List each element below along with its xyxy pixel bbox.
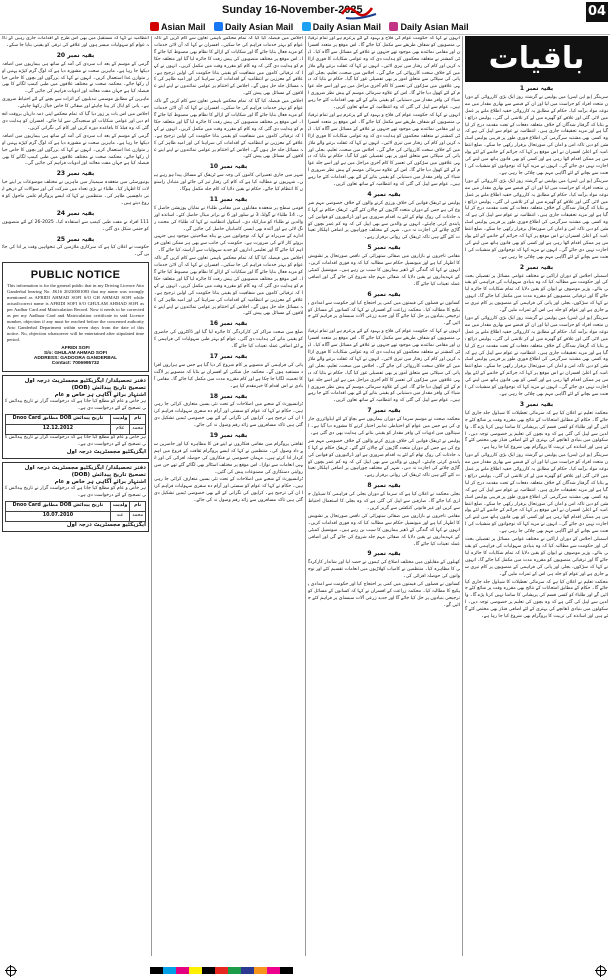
newspaper-logo <box>338 0 380 22</box>
youtube-icon <box>150 22 159 31</box>
paragraph: اجلاس میں فیصلہ کیا گیا کہ تمام محکمے باہمی تعاون سے کام کریں گے تاکہ عوام کو بہتر خدمات فراہم کی جا سکیں۔ افسران نے کہا کہ آن لائن خدمات کو مزید فعال بنایا جائے گا اور شکایات کے ازالے کا نظام بھی مضبوط کیا جائے گا۔ اس موقع پر مختلف منصوبوں کی پیش رفت کا جائزہ لیا گیا اور متعلقہ حکام کو ہدایت دی گئی کہ وہ کام کو مقررہ وقت میں مکمل کریں۔ انہوں نے کہا کہ ترقیاتی کاموں میں شفافیت کو یقینی بنانا حکومت کی اولین ترجیح ہے۔ علاقے کے معززین نے انتظامیہ کے اقدامات کی سراہنا کی اور امید ظاہر کی کہ مسائل جلد حل ہوں گے۔ اجلاس کے اختتام پر عوامی نمائندوں نے اپنے اپنے علاقوں کے مسائل بھی پیش کئے۔ <box>154 99 303 160</box>
paragraph: انہوں نے کہا کہ حکومت عوام کی فلاح و بہبود کے لئے پرعزم ہے اور تمام ترقیاتی منصوبوں کو شفاف طریقے سے مکمل کیا جائے گا۔ اس موقع پر متعدد افسران اور مقامی نمائندے بھی موجود تھے جنہوں نے علاقے کے مسائل سے آگاہ کیا۔ ڈپٹی کمشنر نے متعلقہ محکموں کو ہدایت دی کہ وہ عوامی شکایات کا فوری ازالہ کریں اور کام کی رفتار میں تیزی لائیں۔ انہوں نے کہا کہ غفلت برتنے والے ملازمین کے خلاف سخت کارروائی کی جائے گی۔ اجلاس میں صحت، تعلیم، بجلی اور پانی کی سپلائی سے متعلق امور پر بھی تفصیلی غور کیا گیا۔ حکام نے بتایا کہ دیہی علاقوں میں سڑکوں کی تعمیر کا کام آخری مراحل میں ہے اور اسے جلد عوام کے لئے کھول دیا جائے گا۔ اس کے علاوہ سرمائی موسم کے پیش نظر ضروری اشیاء کی وافر مقدار میں دستیابی کو یقینی بنانے کے لئے بھی اقدامات کئے جا رہے ہیں۔ عوام سے اپیل کی گئی کہ وہ انتظامیہ کے ساتھ تعاون کریں۔ <box>308 329 460 404</box>
ad-header: دفتر تحصیلدار/ ایگزیکٹیو مجسٹریٹ درجہ اول <box>24 465 146 472</box>
paragraph: گرمی کے موسم کے بعد اب سردی کی آمد کے ساتھ ہی بیماریوں میں اضافہ دیکھا جا رہا ہے۔ ماہرین صحت نے مشورہ دیا ہے کہ لوگ گرم کپڑے پہنیں اور متوازن غذا استعمال کریں۔ انہوں نے کہا کہ بزرگوں اور بچوں کا خاص خیال رکھا جائے۔ محکمہ صحت نے مختلف علاقوں میں طبی کیمپ لگانے کا بھی فیصلہ کیا ہے جہاں مفت معائنہ اور ادویات فراہم کی جائیں گی۔ <box>2 133 149 167</box>
instagram-icon <box>389 22 398 31</box>
color-swatch <box>150 967 163 974</box>
continuation-heading: بقیہ نمبر 5 <box>367 244 401 252</box>
continuation-heading: بقیہ نمبر 7 <box>367 407 401 415</box>
ad-header: دفتر تحصیلدار/ ایگزیکٹیو مجسٹریٹ درجہ اول <box>24 378 146 385</box>
social-links <box>150 22 475 32</box>
table-header: نام <box>130 501 146 511</box>
social-label: Daily Asian Mail <box>312 22 381 32</box>
table-cell: غلام <box>110 424 130 434</box>
paragraph: محکمہ صحت نے موسم سرما کے دوران بیماریوں سے بچاؤ کے لئے ایڈوائزری جاری کی ہے جس میں عوام کو احتیاطی تدابیر اختیار کرنے کا مشورہ دیا گیا ہے۔ اسپتالوں میں ادویات کی وافر مقدار کو یقینی بنانے کی ہدایت بھی دی گئی ہے۔ <box>308 417 460 436</box>
paragraph: اجلاس میں اس بات پر زور دیا گیا کہ تمام محکمے اپنی ذمہ داریاں بروقت انجام دیں اور عوامی شکایات کو سنجیدگی سے لیا جائے۔ افسران کو ہدایت دی گئی کہ وہ فیلڈ کا باقاعدہ دورہ کریں اور کام کی نگرانی کریں۔ <box>2 112 149 131</box>
facebook-icon <box>214 22 223 31</box>
paragraph: کھیلوں کے مقابلوں میں مختلف اضلاع کی ٹیموں نے حصہ لیا اور شاندار کارکردگی کا مظاہرہ کیا۔ منتظمین نے کامیاب کھلاڑیوں میں انعامات تقسیم کئے اور نوجوانوں کی حوصلہ افزائی کی۔ <box>308 560 460 580</box>
paragraph: اسمبلی اجلاس کے دوران اراکین نے مختلف عوامی مسائل پر تفصیلی بحث کی اور حکومت سے مطالبہ کیا کہ وہ بنیادی سہولیات کی فراہمی کو یقینی بنائے۔ وزیر موصوف نے ایوان کو یقین دلایا کہ تمام شکایات کا جائزہ لیا جائے گا اور ترقیاتی منصوبوں کو مقررہ مدت میں مکمل کیا جائے گا۔ انہوں نے کہا کہ سڑکوں، بجلی اور پانی کی فراہمی کے منصوبوں پر کام تیزی سے جاری ہے اور عوام کو جلد ہی اس کے ثمرات ملیں گے۔ <box>465 537 608 577</box>
column-1 <box>2 36 149 958</box>
paragraph: مقامی تاجروں نے بازاروں میں صفائی ستھرائی کی ناقص صورتحال پر تشویش کا اظہار کیا ہے اور میونسپل حکام سے مطالبہ کیا کہ وہ فوری اقدامات کریں۔ انہوں نے کہا کہ گندگی کے ڈھیر بیماریوں کا سبب بن رہے ہیں۔ میونسپل کمیٹی کے عہدیداروں نے یقین دلایا کہ صفائی مہم جلد شروع کی جائے گی اور اضافی عملہ تعینات کیا جائے گا۔ <box>308 513 460 547</box>
paragraph: محکمہ تعلیم نے اعلان کیا ہے کہ سرمائی تعطیلات کا شیڈول جلد جاری کیا جائے گا۔ حکام کے مطابق امتحانات کے نتائج بھی مقررہ وقت پر شائع کئے جائیں گے اور طلباء کو کسی قسم کی پریشانی کا سامنا نہیں کرنا پڑے گا۔ والدین سے اپیل کی گئی ہے کہ وہ بچوں کی تعلیم پر خصوصی توجہ دیں۔ اسکولوں میں بنیادی ڈھانچے کی بہتری کے لئے اضافی فنڈز بھی مختص کئے گئے ہیں اور اساتذہ کی تربیت کا پروگرام بھی شروع کیا جا رہا ہے۔ <box>465 579 608 620</box>
ad-subheader: تصحیح تاریخ پیدائش (DOB) <box>71 472 146 479</box>
column-divider <box>462 36 463 956</box>
notice-name: AFRIDI SOFI <box>61 346 90 352</box>
social-instagram[interactable] <box>389 22 468 32</box>
table-cell: محمد <box>130 511 146 521</box>
baqiyat-banner: باقیات <box>465 36 608 82</box>
paragraph: ماہرین کے مطابق موسمی تبدیلیوں کے اثرات سے بچنے کے لئے احتیاط ضروری ہے۔ پانی کو ابال کر پینا چاہئے اور صفائی کا خاص خیال رکھنا چاہئے۔ <box>2 97 149 110</box>
ad-table <box>5 501 146 522</box>
table-header: تاریخ پیدائش DOB مطابق Dnoo Card <box>6 501 111 511</box>
table-row <box>6 511 146 521</box>
ad-table <box>5 414 146 435</box>
paragraph: سرینگر (یو این ایس) میں پولیس نے گزشتہ روز ایک بڑی کارروائی کے دوران متعدد افراد کو حراست میں لیا اور ان کے قبضے سے بھاری مقدار میں ممنوعہ مواد برآمد کیا۔ حکام کے مطابق یہ کارروائی خفیہ اطلاع ملنے پر عمل میں لائی گئی اور علاقے کو گھیرے میں لے کر تلاشی لی گئی۔ پولیس ذرائع نے بتایا کہ گرفتار شدگان کے خلاف متعلقہ دفعات کے تحت مقدمہ درج کر لیا گیا ہے اور مزید تحقیقات جاری ہیں۔ انتظامیہ نے عوام سے اپیل کی ہے کہ وہ کسی بھی مشتبہ سرگرمی کی اطلاع فوری طور پر قریبی پولیس اسٹیشن کو دیں تاکہ امن و امان کی صورتحال برقرار رکھی جا سکے۔ ضلع انتظامیہ کے اعلیٰ افسران نے اس موقع پر کہا کہ جرائم کے خاتمے کے لئے پولیس ہر ممکن اقدام اٹھا رہی ہے اور کسی کو بھی قانون ہاتھ میں لینے کی اجازت نہیں دی جائے گی۔ انہوں نے مزید کہا کہ نوجوانوں کو منشیات کی لعنت سے بچانے کے لئے آگاہی مہم بھی چلائی جا رہی ہے۔ <box>465 316 608 397</box>
color-swatches <box>150 967 293 974</box>
paragraph: ثقافتی پروگرام میں مقامی فنکاروں نے اپنے فن کا مظاہرہ کیا اور حاضرین سے داد وصول کی۔ منتظمین نے کہا کہ ایسے پروگرام ثقافت کے فروغ میں اہم کردار ادا کرتے ہیں۔ مہمان خصوصی نے فنکاروں کی حوصلہ افزائی کی اور انہیں انعامات سے نوازا۔ اس موقع پر مختلف اسٹالز بھی لگائے گئے تھے جن میں روایتی دستکاری کی مصنوعات پیش کی گئیں۔ <box>154 441 303 475</box>
table-header: تاریخ پیدائش DOB مطابق Dnoo Card <box>6 414 111 424</box>
public-notice <box>2 262 149 372</box>
column-text <box>465 86 608 621</box>
issue-date: Sunday 16-November-2025 <box>222 4 363 16</box>
table-cell: عبد <box>110 511 130 521</box>
social-youtube[interactable] <box>150 22 206 32</box>
paragraph: سرینگر (یو این ایس) میں پولیس نے گزشتہ روز ایک بڑی کارروائی کے دوران متعدد افراد کو حراست میں لیا اور ان کے قبضے سے بھاری مقدار میں ممنوعہ مواد برآمد کیا۔ حکام کے مطابق یہ کارروائی خفیہ اطلاع ملنے پر عمل میں لائی گئی اور علاقے کو گھیرے میں لے کر تلاشی لی گئی۔ پولیس ذرائع نے بتایا کہ گرفتار شدگان کے خلاف متعلقہ دفعات کے تحت مقدمہ درج کر لیا گیا ہے اور مزید تحقیقات جاری ہیں۔ انتظامیہ نے عوام سے اپیل کی ہے کہ وہ کسی بھی مشتبہ سرگرمی کی اطلاع فوری طور پر قریبی پولیس اسٹیشن کو دیں تاکہ امن و امان کی صورتحال برقرار رکھی جا سکے۔ ضلع انتظامیہ کے اعلیٰ افسران نے اس موقع پر کہا کہ جرائم کے خاتمے کے لئے پولیس ہر ممکن اقدام اٹھا رہی ہے اور کسی کو بھی قانون ہاتھ میں لینے کی اجازت نہیں دی جائے گی۔ انہوں نے مزید کہا کہ نوجوانوں کو منشیات کی لعنت سے بچانے کے لئے آگاہی مہم بھی چلائی جا رہی ہے۔ <box>465 94 608 176</box>
paragraph: محکمہ تعلیم نے اعلان کیا ہے کہ سرمائی تعطیلات کا شیڈول جلد جاری کیا جائے گا۔ حکام کے مطابق امتحانات کے نتائج بھی مقررہ وقت پر شائع کئے جائیں گے اور طلباء کو کسی قسم کی پریشانی کا سامنا نہیں کرنا پڑے گا۔ والدین سے اپیل کی گئی ہے کہ وہ بچوں کی تعلیم پر خصوصی توجہ دیں۔ اسکولوں میں بنیادی ڈھانچے کی بہتری کے لئے اضافی فنڈز بھی مختص کئے گئے ہیں اور اساتذہ کی تربیت کا پروگرام بھی شروع کیا جا رہا ہے۔ <box>465 410 608 451</box>
paragraph: سرینگر (یو این ایس) میں پولیس نے گزشتہ روز ایک بڑی کارروائی کے دوران متعدد افراد کو حراست میں لیا اور ان کے قبضے سے بھاری مقدار میں ممنوعہ مواد برآمد کیا۔ حکام کے مطابق یہ کارروائی خفیہ اطلاع ملنے پر عمل میں لائی گئی اور علاقے کو گھیرے میں لے کر تلاشی لی گئی۔ پولیس ذرائع نے بتایا کہ گرفتار شدگان کے خلاف متعلقہ دفعات کے تحت مقدمہ درج کر لیا گیا ہے اور مزید تحقیقات جاری ہیں۔ انتظامیہ نے عوام سے اپیل کی ہے کہ وہ کسی بھی مشتبہ سرگرمی کی اطلاع فوری طور پر قریبی پولیس اسٹیشن کو دیں تاکہ امن و امان کی صورتحال برقرار رکھی جا سکے۔ ضلع انتظامیہ کے اعلیٰ افسران نے اس موقع پر کہا کہ جرائم کے خاتمے کے لئے پولیس ہر ممکن اقدام اٹھا رہی ہے اور کسی کو بھی قانون ہاتھ میں لینے کی اجازت نہیں دی جائے گی۔ انہوں نے مزید کہا کہ نوجوانوں کو منشیات کی لعنت سے بچانے کے لئے آگاہی مہم بھی چلائی جا رہی ہے۔ <box>465 178 608 260</box>
ad-title: اشتہار برائے آگاہی ہر خاص و عام <box>54 479 146 486</box>
ad-body: ہر خاص و عام کو مطلع کیا جاتا ہے کہ درخواست گزار نے تاریخ پیدائش کی تصحیح کے لئے درخواست دی ہے۔ <box>5 399 146 411</box>
ad-body: ہر خاص و عام کو مطلع کیا جاتا ہے کہ درخواست گزار نے تاریخ پیدائش کی تصحیح کے لئے درخواست دی ہے۔ <box>5 434 146 447</box>
page-number: 04 <box>586 2 608 22</box>
ad-footer: ایگزیکٹیو مجسٹریٹ درجہ اول <box>66 449 146 456</box>
registration-mark-icon <box>6 966 16 976</box>
color-swatch <box>241 967 254 974</box>
table-header-row <box>6 501 146 511</box>
continuation-heading: بقیہ نمبر 10 <box>209 163 248 171</box>
column-4 <box>465 36 608 958</box>
paragraph: پولیس نے ٹریفک قوانین کی خلاف ورزی کرنے والوں کے خلاف خصوصی مہم شروع کی ہے جس کے دوران متعدد گاڑیوں کے چالان کئے گئے۔ ٹریفک حکام نے کہا کہ حادثات کی روک تھام کے لئے یہ اقدام ضروری ہے اور ڈرائیوروں کو قوانین کی پابندی کرنی چاہئے۔ انہوں نے والدین سے بھی اپیل کی کہ وہ کم عمر بچوں کو گاڑی چلانے کی اجازت نہ دیں۔ شہر کے مختلف چوراہوں پر اضافی اہلکار تعینات کئے گئے ہیں تاکہ ٹریفک کی روانی برقرار رہے۔ <box>308 200 460 241</box>
notice-father: S/o: GHULAM AHMAD SOFI <box>44 351 107 357</box>
paragraph: پولیس نے ٹریفک قوانین کی خلاف ورزی کرنے والوں کے خلاف خصوصی مہم شروع کی ہے جس کے دوران متعدد گاڑیوں کے چالان کئے گئے۔ ٹریفک حکام نے کہا کہ حادثات کی روک تھام کے لئے یہ اقدام ضروری ہے اور ڈرائیوروں کو قوانین کی پابندی کرنی چاہئے۔ انہوں نے والدین سے بھی اپیل کی کہ وہ کم عمر بچوں کو گاڑی چلانے کی اجازت نہ دیں۔ شہر کے مختلف چوراہوں پر اضافی اہلکار تعینات کئے گئے ہیں تاکہ ٹریفک کی روانی برقرار رہے۔ <box>308 438 460 479</box>
ad-footer: ایگزیکٹیو مجسٹریٹ درجہ اول <box>66 521 146 528</box>
paragraph: ضلع میں صحت مراکز کی کارکردگی کا جائزہ لیا گیا اور ڈاکٹروں کی حاضری کو یقینی بنانے کی ہدایت دی گئی۔ عوام کو بہتر طبی سہولیات کی فراہمی کے لئے اضافی عملہ تعینات کیا جائے گا۔ <box>154 330 303 350</box>
paragraph: پانی کی فراہمی کے منصوبے پر کام شروع کر دیا گیا ہے جس سے ہزاروں افراد مستفید ہوں گے۔ محکمہ جل شکتی کے افسران نے بتایا کہ منصوبے پر لاگت کا تخمینہ لگایا جا چکا ہے اور کام مقررہ مدت میں مکمل کیا جائے گا۔ مقامی آبادی نے اس اقدام کا خیرمقدم کیا ہے۔ <box>154 362 303 389</box>
continuation-heading: بقیہ نمبر 24 <box>56 209 95 217</box>
social-label: Daily Asian Mail <box>400 22 469 32</box>
column-text <box>308 36 460 610</box>
table-header: نام <box>130 414 146 424</box>
paragraph: انہوں نے کہا کہ حکومت عوام کی فلاح و بہبود کے لئے پرعزم ہے اور تمام ترقیاتی منصوبوں کو شفاف طریقے سے مکمل کیا جائے گا۔ اس موقع پر متعدد افسران اور مقامی نمائندے بھی موجود تھے جنہوں نے علاقے کے مسائل سے آگاہ کیا۔ ڈپٹی کمشنر نے متعلقہ محکموں کو ہدایت دی کہ وہ عوامی شکایات کا فوری ازالہ کریں اور کام کی رفتار میں تیزی لائیں۔ انہوں نے کہا کہ غفلت برتنے والے ملازمین کے خلاف سخت کارروائی کی جائے گی۔ اجلاس میں صحت، تعلیم، بجلی اور پانی کی سپلائی سے متعلق امور پر بھی تفصیلی غور کیا گیا۔ حکام نے بتایا کہ دیہی علاقوں میں سڑکوں کی تعمیر کا کام آخری مراحل میں ہے اور اسے جلد عوام کے لئے کھول دیا جائے گا۔ اس کے علاوہ سرمائی موسم کے پیش نظر ضروری اشیاء کی وافر مقدار میں دستیابی کو یقینی بنانے کے لئے بھی اقدامات کئے جا رہے ہیں۔ عوام سے اپیل کی گئی کہ وہ انتظامیہ کے ساتھ تعاون کریں۔ <box>308 36 460 111</box>
dob-advertisement <box>2 462 149 531</box>
paragraph: کسانوں نے فصلوں کی قیمتوں میں کمی پر احتجاج کیا اور حکومت سے امدادی پیکیج کا مطالبہ کیا۔ محکمہ زراعت کے افسران نے کہا کہ کسانوں کے مسائل کو ترجیحی بنیادوں پر حل کیا جائے گا اور جدید زرعی آلات سبسڈی پر فراہم کئے جائیں گے۔ <box>308 300 460 327</box>
notice-body: This information is for the general public that in my Driving Licence Atto Ganderbal bearing No. JK16 20230001083 that my name was wrongly mentioned as AFRIDI AHMAD SOFI S/O GH AHMAD SOFI while actual/correct name is AFRIDI SOFI S/O GHULAM AHMAD SOFI as per Aadhar Card and Matriculation Record. Now it needs to be corrected as per my Aadhaar Card and Matriculation certificate in said Licence number, objection if any must be reached before the concerned authority Arto Ganderbal Department within seven days from the date of this notice. No, objection whatsoever will be entertained after stipulated time period. <box>7 283 144 343</box>
notice-title: PUBLIC NOTICE <box>30 269 121 282</box>
ad-body: ہر خاص و عام کو مطلع کیا جاتا ہے کہ درخواست گزار نے تاریخ پیدائش کی تصحیح کے لئے درخواست دی ہے۔ <box>5 486 146 498</box>
continuation-heading: بقیہ نمبر 23 <box>56 170 95 178</box>
social-label: Daily Asian Mail <box>225 22 294 32</box>
continuation-heading: بقیہ نمبر 18 <box>209 392 248 400</box>
continuation-heading: بقیہ نمبر 6 <box>367 290 401 298</box>
column-divider <box>305 36 306 956</box>
table-row <box>6 424 146 434</box>
paragraph: اجلاس میں فیصلہ کیا گیا کہ تمام محکمے باہمی تعاون سے کام کریں گے تاکہ عوام کو بہتر خدمات فراہم کی جا سکیں۔ افسران نے کہا کہ آن لائن خدمات کو مزید فعال بنایا جائے گا اور شکایات کے ازالے کا نظام بھی مضبوط کیا جائے گا۔ اس موقع پر مختلف منصوبوں کی پیش رفت کا جائزہ لیا گیا اور متعلقہ حکام کو ہدایت دی گئی کہ وہ کام کو مقررہ وقت میں مکمل کریں۔ انہوں نے کہا کہ ترقیاتی کاموں میں شفافیت کو یقینی بنانا حکومت کی اولین ترجیح ہے۔ علاقے کے معززین نے انتظامیہ کے اقدامات کی سراہنا کی اور امید ظاہر کی کہ مسائل جلد حل ہوں گے۔ اجلاس کے اختتام پر عوامی نمائندوں نے اپنے اپنے علاقوں کے مسائل بھی پیش کئے۔ <box>154 256 303 317</box>
color-swatch <box>163 967 176 974</box>
social-label: Asian Mail <box>161 22 206 32</box>
paragraph: ادارے کے سربراہ نے کہا کہ نوجوانوں میں بے پناہ صلاحیتیں موجود ہیں جنہیں بروئے کار لانے کی ضرورت ہے۔ حکومت کی جانب سے بھی ہر ممکن تعاون فراہم کیا جائے گا اور تعلیمی اداروں کو جدید سہولیات سے آراستہ کیا جائے گا۔ <box>154 234 303 254</box>
ad-subheader: تصحیح تاریخ پیدائش (DOB) <box>71 385 146 392</box>
paragraph: مقامی تاجروں نے بازاروں میں صفائی ستھرائی کی ناقص صورتحال پر تشویش کا اظہار کیا ہے اور میونسپل حکام سے مطالبہ کیا کہ وہ فوری اقدامات کریں۔ انہوں نے کہا کہ گندگی کے ڈھیر بیماریوں کا سبب بن رہے ہیں۔ میونسپل کمیٹی کے عہدیداروں نے یقین دلایا کہ صفائی مہم جلد شروع کی جائے گی اور اضافی عملہ تعینات کیا جائے گا۔ <box>308 254 460 287</box>
table-header: ولدیت <box>110 414 130 424</box>
continuation-heading: بقیہ نمبر 3 <box>519 400 554 408</box>
column-text <box>154 36 303 505</box>
paragraph: قومی سطح پر منعقدہ مقابلوں میں مقامی طلباء نے نمایاں پوزیشن حاصل کی۔ 14 طلباء نے گولڈ، 3 نے سلور اور 6 نے برانز میڈل حاصل کئے۔ اساتذہ اور والدین نے طلباء کو مبارکباد دی۔ اسکول انتظامیہ نے کہا کہ طلباء کی محنت رنگ لائی ہے اور آئندہ بھی ایسی کامیابیاں حاصل کی جائیں گی۔ <box>154 205 303 232</box>
color-swatch <box>189 967 202 974</box>
dob-advertisement <box>2 375 149 459</box>
color-swatch <box>280 967 293 974</box>
column-2 <box>154 36 303 958</box>
continuation-heading: بقیہ نمبر 19 <box>209 432 248 440</box>
paragraph: اجلاس میں فیصلہ کیا گیا کہ تمام محکمے باہمی تعاون سے کام کریں گے تاکہ عوام کو بہتر خدمات فراہم کی جا سکیں۔ افسران نے کہا کہ آن لائن خدمات کو مزید فعال بنایا جائے گا اور شکایات کے ازالے کا نظام بھی مضبوط کیا جائے گا۔ اس موقع پر مختلف منصوبوں کی پیش رفت کا جائزہ لیا گیا اور متعلقہ حکام کو ہدایت دی گئی کہ وہ کام کو مقررہ وقت میں مکمل کریں۔ انہوں نے کہا کہ ترقیاتی کاموں میں شفافیت کو یقینی بنانا حکومت کی اولین ترجیح ہے۔ علاقے کے معززین نے انتظامیہ کے اقدامات کی سراہنا کی اور امید ظاہر کی کہ مسائل جلد حل ہوں گے۔ اجلاس کے اختتام پر عوامی نمائندوں نے اپنے اپنے علاقوں کے مسائل بھی پیش کئے۔ <box>154 36 303 97</box>
continuation-heading: بقیہ نمبر 9 <box>367 550 401 558</box>
color-swatch <box>176 967 189 974</box>
notice-contact: Contact: 7006995732 <box>51 361 100 367</box>
paragraph: کسانوں نے فصلوں کی قیمتوں میں کمی پر احتجاج کیا اور حکومت سے امدادی پیکیج کا مطالبہ کیا۔ محکمہ زراعت کے افسران نے کہا کہ کسانوں کے مسائل کو ترجیحی بنیادوں پر حل کیا جائے گا اور جدید زرعی آلات سبسڈی پر فراہم کئے جائیں گے۔ <box>308 582 460 608</box>
continuation-heading: بقیہ نمبر 11 <box>209 195 248 203</box>
paragraph: انتظامیہ نے کہا کہ مستقبل میں بھی اس طرح کے اقدامات جاری رہیں گے تاکہ عوام کو سہولیات میسر ہوں اور علاقے کی ترقی کو یقینی بنایا جا سکے۔ <box>2 36 149 48</box>
paragraph: بجلی محکمہ نے اعلان کیا ہے کہ سرما کے دوران بجلی کی فراہمی کا شیڈول جاری کیا جائے گا۔ صارفین سے اپیل کی گئی ہے کہ وہ بجلی کا استعمال احتیاط سے کریں اور غیر قانونی کنکشن سے گریز کریں۔ <box>308 492 460 511</box>
paragraph: شہر میں جاری تعمیراتی کاموں کی وجہ سے ٹریفک کے مسائل پیدا ہو رہے ہیں۔ شہریوں نے مطالبہ کیا ہے کہ کام کی رفتار تیز کی جائے اور متبادل راستوں کا انتظام کیا جائے۔ حکام نے یقین دلایا کہ کام جلد مکمل ہوگا۔ <box>154 173 303 193</box>
color-swatch <box>215 967 228 974</box>
social-facebook[interactable] <box>214 22 293 32</box>
table-header: ولدیت <box>110 501 130 511</box>
continuation-heading: بقیہ نمبر 17 <box>209 352 248 360</box>
continuation-heading: بقیہ نمبر 16 <box>209 320 248 328</box>
table-cell: 12.12.2012 <box>6 424 111 434</box>
column-3 <box>308 36 460 958</box>
column-divider <box>151 36 152 956</box>
ad-title: اشتہار برائے آگاہی ہر خاص و عام <box>54 392 146 399</box>
print-registration-strip <box>0 963 610 977</box>
twitter-icon <box>302 22 311 31</box>
paragraph: یونیورسٹی میں منعقدہ سیمینار میں ماہرین نے مختلف موضوعات پر اپنے خیالات کا اظہار کیا۔ طلباء نے بڑی تعداد میں شرکت کی اور سوالات کے ذریعے اپنی دلچسپی ظاہر کی۔ منتظمین نے کہا کہ ایسے پروگرام علمی ماحول کو فروغ دیتے ہیں۔ <box>2 180 149 206</box>
paragraph: سرینگر (یو این ایس) میں پولیس نے گزشتہ روز ایک بڑی کارروائی کے دوران متعدد افراد کو حراست میں لیا اور ان کے قبضے سے بھاری مقدار میں ممنوعہ مواد برآمد کیا۔ حکام کے مطابق یہ کارروائی خفیہ اطلاع ملنے پر عمل میں لائی گئی اور علاقے کو گھیرے میں لے کر تلاشی لی گئی۔ پولیس ذرائع نے بتایا کہ گرفتار شدگان کے خلاف متعلقہ دفعات کے تحت مقدمہ درج کر لیا گیا ہے اور مزید تحقیقات جاری ہیں۔ انتظامیہ نے عوام سے اپیل کی ہے کہ وہ کسی بھی مشتبہ سرگرمی کی اطلاع فوری طور پر قریبی پولیس اسٹیشن کو دیں تاکہ امن و امان کی صورتحال برقرار رکھی جا سکے۔ ضلع انتظامیہ کے اعلیٰ افسران نے اس موقع پر کہا کہ جرائم کے خاتمے کے لئے پولیس ہر ممکن اقدام اٹھا رہی ہے اور کسی کو بھی قانون ہاتھ میں لینے کی اجازت نہیں دی جائے گی۔ انہوں نے مزید کہا کہ نوجوانوں کو منشیات کی لعنت سے بچانے کے لئے آگاہی مہم بھی چلائی جا رہی ہے۔ <box>465 453 608 535</box>
registration-mark-icon <box>596 966 606 976</box>
continuation-heading: بقیہ نمبر 8 <box>367 482 401 490</box>
paragraph: 111 افراد نے مفت طبی کیمپ سے استفادہ کیا۔ 2025-26 کے لئے منصوبوں کو حتمی شکل دی گئی۔ <box>2 219 149 232</box>
continuation-heading: بقیہ نمبر 1 <box>519 85 554 92</box>
continuation-heading: بقیہ نمبر 4 <box>367 190 401 198</box>
color-swatch <box>228 967 241 974</box>
table-cell: 10.07.2010 <box>6 511 111 521</box>
color-swatch <box>202 967 215 974</box>
paragraph: گرمی کے موسم کے بعد اب سردی کی آمد کے ساتھ ہی بیماریوں میں اضافہ دیکھا جا رہا ہے۔ ماہرین صحت نے مشورہ دیا ہے کہ لوگ گرم کپڑے پہنیں اور متوازن غذا استعمال کریں۔ انہوں نے کہا کہ بزرگوں اور بچوں کا خاص خیال رکھا جائے۔ محکمہ صحت نے مختلف علاقوں میں طبی کیمپ لگانے کا بھی فیصلہ کیا ہے جہاں مفت معائنہ اور ادویات فراہم کی جائیں گی۔ <box>2 61 149 95</box>
color-swatch <box>267 967 280 974</box>
paragraph: حکومت نے اعلان کیا ہے کہ سرکاری ملازمین کی تنخواہیں وقت پر ادا کی جائیں گی۔ <box>2 245 149 258</box>
social-twitter[interactable] <box>302 22 381 32</box>
masthead <box>0 0 610 35</box>
continuation-heading: بقیہ نمبر 20 <box>56 51 95 59</box>
paragraph: انہوں نے کہا کہ حکومت عوام کی فلاح و بہبود کے لئے پرعزم ہے اور تمام ترقیاتی منصوبوں کو شفاف طریقے سے مکمل کیا جائے گا۔ اس موقع پر متعدد افسران اور مقامی نمائندے بھی موجود تھے جنہوں نے علاقے کے مسائل سے آگاہ کیا۔ ڈپٹی کمشنر نے متعلقہ محکموں کو ہدایت دی کہ وہ عوامی شکایات کا فوری ازالہ کریں اور کام کی رفتار میں تیزی لائیں۔ انہوں نے کہا کہ غفلت برتنے والے ملازمین کے خلاف سخت کارروائی کی جائے گی۔ اجلاس میں صحت، تعلیم، بجلی اور پانی کی سپلائی سے متعلق امور پر بھی تفصیلی غور کیا گیا۔ حکام نے بتایا کہ دیہی علاقوں میں سڑکوں کی تعمیر کا کام آخری مراحل میں ہے اور اسے جلد عوام کے لئے کھول دیا جائے گا۔ اس کے علاوہ سرمائی موسم کے پیش نظر ضروری اشیاء کی وافر مقدار میں دستیابی کو یقینی بنانے کے لئے بھی اقدامات کئے جا رہے ہیں۔ عوام سے اپیل کی گئی کہ وہ انتظامیہ کے ساتھ تعاون کریں۔ <box>308 112 460 188</box>
paragraph: ٹرانسپورٹ کے شعبے میں اصلاحات کے تحت نئی بسیں متعارف کرائی جا رہی ہیں۔ حکام نے کہا کہ عوام کو سستی اور آرام دہ سفری سہولیات فراہم کرنا ان کی ترجیح ہے۔ کرایوں کی نگرانی کے لئے بھی خصوصی ٹیمیں تشکیل دی گئی ہیں تاکہ مسافروں سے زائد رقم وصول نہ کی جائے۔ <box>154 402 303 429</box>
paragraph: ٹرانسپورٹ کے شعبے میں اصلاحات کے تحت نئی بسیں متعارف کرائی جا رہی ہیں۔ حکام نے کہا کہ عوام کو سستی اور آرام دہ سفری سہولیات فراہم کرنا ان کی ترجیح ہے۔ کرایوں کی نگرانی کے لئے بھی خصوصی ٹیمیں تشکیل دی گئی ہیں تاکہ مسافروں سے زائد رقم وصول نہ کی جائے۔ <box>154 477 303 504</box>
notice-address: ADDRESS: GADOORA GANDERBAL <box>33 356 118 362</box>
column-text <box>2 36 149 259</box>
continuation-heading: بقیہ نمبر 2 <box>519 263 554 271</box>
table-cell: محمد <box>130 424 146 434</box>
paragraph: اسمبلی اجلاس کے دوران اراکین نے مختلف عوامی مسائل پر تفصیلی بحث کی اور حکومت سے مطالبہ کیا کہ وہ بنیادی سہولیات کی فراہمی کو یقینی بنائے۔ وزیر موصوف نے ایوان کو یقین دلایا کہ تمام شکایات کا جائزہ لیا جائے گا اور ترقیاتی منصوبوں کو مقررہ مدت میں مکمل کیا جائے گا۔ انہوں نے کہا کہ سڑکوں، بجلی اور پانی کی فراہمی کے منصوبوں پر کام تیزی سے جاری ہے اور عوام کو جلد ہی اس کے ثمرات ملیں گے۔ <box>465 273 608 314</box>
table-header-row <box>6 414 146 424</box>
continuation-heading: بقیہ نمبر 25 <box>56 235 95 243</box>
color-swatch <box>254 967 267 974</box>
